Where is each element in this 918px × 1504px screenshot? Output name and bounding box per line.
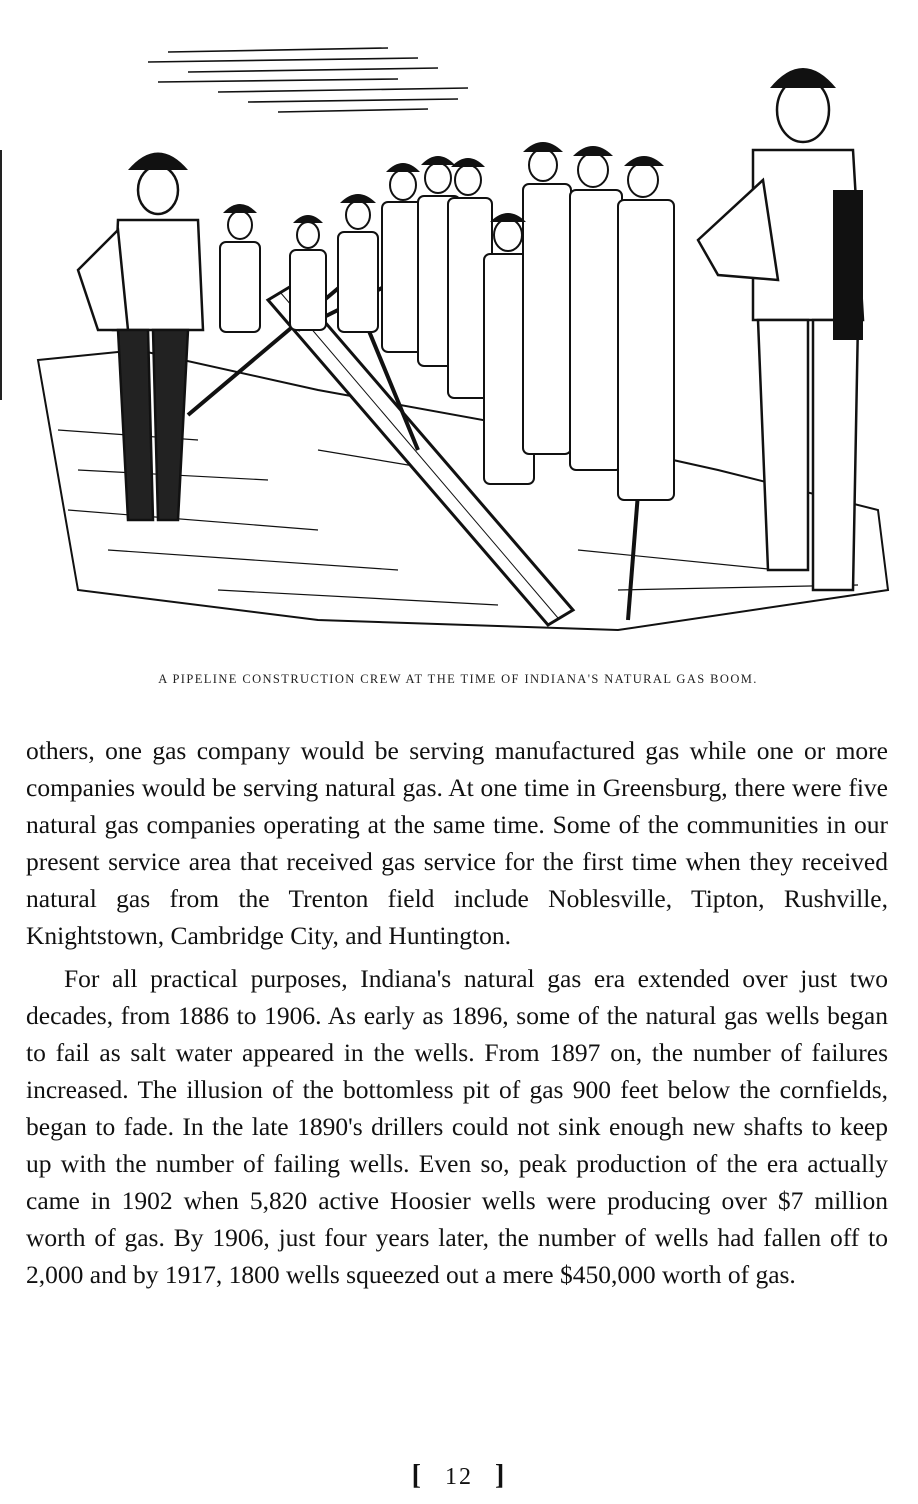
- body-text: [26, 732, 888, 1293]
- paragraph: For all practical purposes, Indiana's natural gas era extended over just two decades, from 1886 to 1906. As early as 1896, some of the natural gas wells began to fail as salt water appeared in the wells. From 1897 on, the number of failures increased. The illusion of the bottomless pit of gas 900 feet below the cornfields, began to fade. In the late 1890's drillers could not sink enough new shafts to keep up with the number of failing wells. Even so, peak production of the era actually came in 1902 when 5,820 active Hoosier wells were producing over $7 million worth of gas. By 1906, just four years later, the number of wells had fallen off to 2,000 and by 1917, 1800 wells squeezed out a mere $450,000 worth of gas.: [26, 964, 888, 1289]
- folio-number: 12: [445, 1464, 473, 1490]
- folio-right-bracket: ]: [495, 1460, 507, 1491]
- page-number: [0, 1460, 918, 1492]
- worker: [220, 211, 260, 332]
- pipeline-crew-engraving-icon: [18, 30, 898, 650]
- margin-rule: [0, 150, 2, 400]
- folio-left-bracket: [: [411, 1460, 423, 1491]
- illustration-caption: A PIPELINE CONSTRUCTION CREW AT THE TIME OF INDIANA'S NATURAL GAS BOOM.: [158, 672, 758, 686]
- paragraph: others, one gas company would be serving manufactured gas while one or more companies would be serving natural gas. At one time in Greensburg, there were five natural gas companies operating at the same time. Some of the communities in our present service area that received gas service for the first time when they received natural gas from the Trenton field include Noblesville, Tipton, Rushville, Knightstown, Cambridge City, and Huntington.: [26, 736, 888, 950]
